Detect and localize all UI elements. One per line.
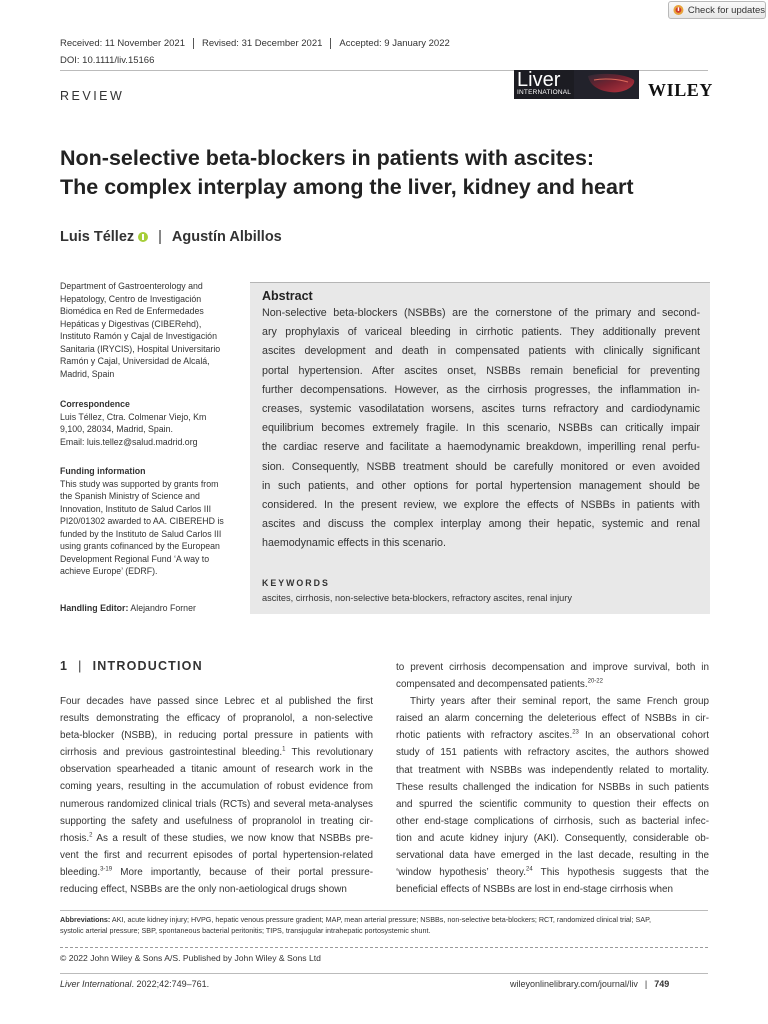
doi-link[interactable]: DOI: 10.1111/liv.15166 xyxy=(60,55,155,66)
reference-superscript[interactable]: 20-22 xyxy=(587,678,603,685)
body-line: rhosis.$^2$ As a result of these studies, we now know that NSBBs pre- xyxy=(60,832,373,844)
abstract-line: sion. Consequently, NSBB treatment should be carefully monitored or even avoided xyxy=(262,460,700,473)
abstract-line: further decompensations. However, as the cirrhosis progresses, the inflammation in- xyxy=(262,383,700,396)
reference-superscript[interactable]: 2 xyxy=(89,832,93,839)
article-title xyxy=(60,144,700,202)
affiliation-block xyxy=(60,280,240,380)
affiliation-line: Ramón y Cajal, Universidad de Alcalá, xyxy=(60,356,210,366)
abstract-line: the cardiac reserve and facilitate a haemodynamic breakdown, imperilling renal perfu- xyxy=(262,441,700,454)
title-line-2: The complex interplay among the liver, kidney and heart xyxy=(60,175,634,199)
received-date: Received: 11 November 2021 xyxy=(60,38,194,49)
body-line: Thirty years after their seminal report, the same French group xyxy=(410,696,709,708)
journal-volume-pages: . 2022;42:749–761. xyxy=(131,979,210,989)
correspondence-block xyxy=(60,398,240,448)
page-number: 749 xyxy=(654,979,670,989)
abstract-line: ary prophylaxis of variceal bleeding in cirrhotic patients. They additionally prevent xyxy=(262,326,700,339)
affiliation-line: Instituto Ramón y Cajal de Investigación xyxy=(60,331,217,341)
reference-superscript[interactable]: 1 xyxy=(282,746,286,753)
reference-superscript[interactable]: 3-19 xyxy=(100,866,113,873)
funding-heading: Funding information xyxy=(60,466,146,476)
revised-date: Revised: 31 December 2021 xyxy=(194,38,331,49)
article-dates xyxy=(60,38,458,49)
correspondence-line: Email: luis.tellez@salud.madrid.org xyxy=(60,436,198,447)
body-line: raised an alarm concerning the deleterious effect of NSBBs in cir- xyxy=(396,713,709,725)
funding-block xyxy=(60,465,240,578)
body-line: study of 151 patients with refractory ascites, the authors showed xyxy=(396,747,709,759)
section-number: 1 xyxy=(60,659,69,673)
orcid-icon[interactable] xyxy=(138,232,148,242)
body-line: cirrhosis and previous gastrointestinal bleeding.$^1$ This revolutionary xyxy=(60,746,374,759)
handling-editor-heading: Handling Editor: xyxy=(60,603,129,613)
body-line: that treatment with NSBBs was independently related to mortality. xyxy=(396,764,709,776)
body-line: tion and acute kidney injury (AKI). Consequently, considerable ob- xyxy=(396,832,709,844)
check-updates-icon xyxy=(673,4,684,16)
reference-superscript[interactable]: 23 xyxy=(572,730,579,737)
introduction-heading xyxy=(60,659,203,673)
body-line: numerous randomized clinical trials (RCTs) and several meta-analyses xyxy=(60,798,373,810)
keywords-list: ascites, cirrhosis, non-selective beta-blockers, refractory ascites, renal injury xyxy=(262,593,572,603)
copyright-notice: © 2022 John Wiley & Sons A/S. Published by John Wiley & Sons Ltd xyxy=(60,953,321,963)
author-list xyxy=(60,229,282,245)
funding-line: Development Regional Fund ‘A way to xyxy=(60,553,210,564)
body-line: reducing effect, NSBBs are the only non-aetiological drugs shown xyxy=(60,884,347,896)
funding-line: PI20/01302 awarded to AA. CIBEREHD is xyxy=(60,516,224,526)
abstract-line: in such patients, and other options for portal hypertension management should be xyxy=(262,479,700,492)
body-line: beneficial effects of NSBBs are lost in end-stage cirrhosis when xyxy=(396,884,674,896)
correspondence-heading: Correspondence xyxy=(60,399,130,409)
abbreviations-line-1: AKI, acute kidney injury; HVPG, hepatic venous pressure gradient; MAP, mean arterial pressure; NSBBs, non-selective beta-blockers; RCT, randomized clinical trial; SAP, xyxy=(110,915,651,924)
affiliation-line: Department of Gastroenterology and xyxy=(60,281,203,291)
funding-line: Innovation, Instituto de Salud Carlos III xyxy=(60,503,212,514)
section-label: REVIEW xyxy=(60,89,125,103)
abstract-heading: Abstract xyxy=(262,289,313,303)
funding-line: achieve Europe’ (EDRF). xyxy=(60,566,158,576)
body-line: other end-stage complications of cirrhosis, such as bacterial infec- xyxy=(396,815,709,827)
body-line: ‘window hypothesis’ theory.$^{24}$ This hypothesis suggests that the xyxy=(396,866,709,879)
body-line: servational data have emerged in the last decade, resulting in the xyxy=(396,850,709,862)
author-1[interactable]: Luis Téllez xyxy=(60,229,135,245)
affiliation-line: Sanitaria (IRYCIS), Hospital Universitario xyxy=(60,343,221,354)
author-2[interactable]: Agustín Albillos xyxy=(171,229,282,245)
footnote-divider xyxy=(60,910,708,911)
correspondence-line: Luis Téllez, Ctra. Colmenar Viejo, Km xyxy=(60,411,207,422)
journal-url-link[interactable]: wileyonlinelibrary.com/journal/liv xyxy=(510,979,638,989)
footer-divider xyxy=(60,973,708,974)
body-column-right xyxy=(396,659,709,898)
body-line: bleeding.$^{3-19}$ More importantly, because of their portal pressure- xyxy=(60,866,373,878)
journal-logo-subtitle: INTERNATIONAL xyxy=(517,89,572,96)
abstract-line: equilibrium becomes extremely fragile. In this scenario, NSBBs can critically impair xyxy=(262,422,700,435)
body-column-left xyxy=(60,693,373,898)
abstract-line: considered. In the present review, we explore the effects of NSBBs in patients with xyxy=(262,499,700,512)
dashed-divider xyxy=(60,947,708,948)
body-line: supporting the safety and usefulness of propranolol in treating cir- xyxy=(60,815,373,827)
footer-pipe: | xyxy=(644,979,648,989)
abstract-line: haemodynamic effects in this scenario. xyxy=(262,537,446,550)
author-separator: | xyxy=(158,229,162,245)
keywords-heading: KEYWORDS xyxy=(262,578,330,588)
body-line: vent the first and recurrent episodes of portal hypertension-related xyxy=(60,849,373,861)
handling-editor xyxy=(60,602,240,615)
body-line: Four decades have passed since Lebrec et al published the first xyxy=(60,696,373,707)
reference-superscript[interactable]: 24 xyxy=(525,866,533,873)
handling-editor-name: Alejandro Forner xyxy=(128,603,196,613)
section-separator: | xyxy=(78,659,83,673)
body-line: and spurred the scientific community to question their effects on xyxy=(396,798,709,810)
affiliation-line: Madrid, Spain xyxy=(60,368,115,379)
funding-line: This study was supported by grants from xyxy=(60,478,219,489)
journal-footer-right xyxy=(510,979,669,989)
accepted-date: Accepted: 9 January 2022 xyxy=(339,38,450,49)
abstract-line: portal hypertension. After ascites onset, NSBBs remain beneficial for preventing xyxy=(262,364,700,377)
journal-logo-word: Liver xyxy=(517,70,561,91)
body-line: results demonstrating the efficacy of propranolol, a non-selective xyxy=(60,713,373,725)
affiliation-line: Hepáticas y Digestivas (CIBERehd), xyxy=(60,318,202,329)
funding-line: the Spanish Ministry of Science and xyxy=(60,491,200,501)
journal-citation xyxy=(60,979,209,989)
publisher-logo: WILEY xyxy=(648,80,714,100)
abstract-line: creases, systemic vasodilatation worsens, ascites turns refractory and cardiodynamic xyxy=(262,403,700,416)
body-line: compensated and decompensated patients.$^{20-22}$ xyxy=(396,678,603,691)
journal-name: Liver International xyxy=(60,979,132,989)
body-line: to prevent cirrhosis decompensation and improve survival, both in xyxy=(396,662,709,673)
funding-line: using grants cofinanced by the European xyxy=(60,541,220,551)
affiliation-line: Biomédica en Red de Enfermedades xyxy=(60,306,204,316)
funding-line: funded by the Instituto de Salud Carlos III xyxy=(60,528,222,539)
abbreviations-line-2: systolic arterial pressure; SBP, spontaneous bacterial peritonitis; TIPS, transjugular intrahepatic portosystemic shunt. xyxy=(60,926,431,935)
title-line-1: Non-selective beta-blockers in patients with ascites: xyxy=(60,146,595,170)
body-line: beta-blocker (NSBB), in reducing portal pressure in patients with xyxy=(60,730,373,742)
abstract-line: Non-selective beta-blockers (NSBBs) are the cornerstone of the primary and second- xyxy=(262,307,700,319)
abstract-line: ascites and discuss the complex interplay among their hepatic, systemic and renal xyxy=(262,518,700,531)
abstract-text xyxy=(262,304,700,554)
journal-logo xyxy=(514,70,639,99)
correspondence-line: 9,100, 28034, Madrid, Spain. xyxy=(60,424,173,434)
liver-illustration-icon xyxy=(574,70,639,99)
body-line: coming years, resulting in the accumulation of robust evidence from xyxy=(60,781,373,793)
abbreviations-heading: Abbreviations: xyxy=(60,915,111,924)
abstract-line: ascites development and death in compensated patients with clinically significant xyxy=(262,345,700,358)
body-line: observation spearheaded a titanic amount of research work in the xyxy=(60,764,373,776)
affiliation-line: Hepatology, Centro de Investigación xyxy=(60,293,202,304)
body-line: These results challenged the indication for NSBBs in such patients xyxy=(396,781,709,793)
abbreviations-footnote xyxy=(60,914,708,936)
body-line: rhotic patients with refractory ascites.$^{23}$ In an observational cohort xyxy=(396,730,709,742)
check-for-updates-button[interactable] xyxy=(668,1,766,19)
section-title: INTRODUCTION xyxy=(92,659,203,673)
check-updates-label: Check for updates xyxy=(687,4,765,16)
